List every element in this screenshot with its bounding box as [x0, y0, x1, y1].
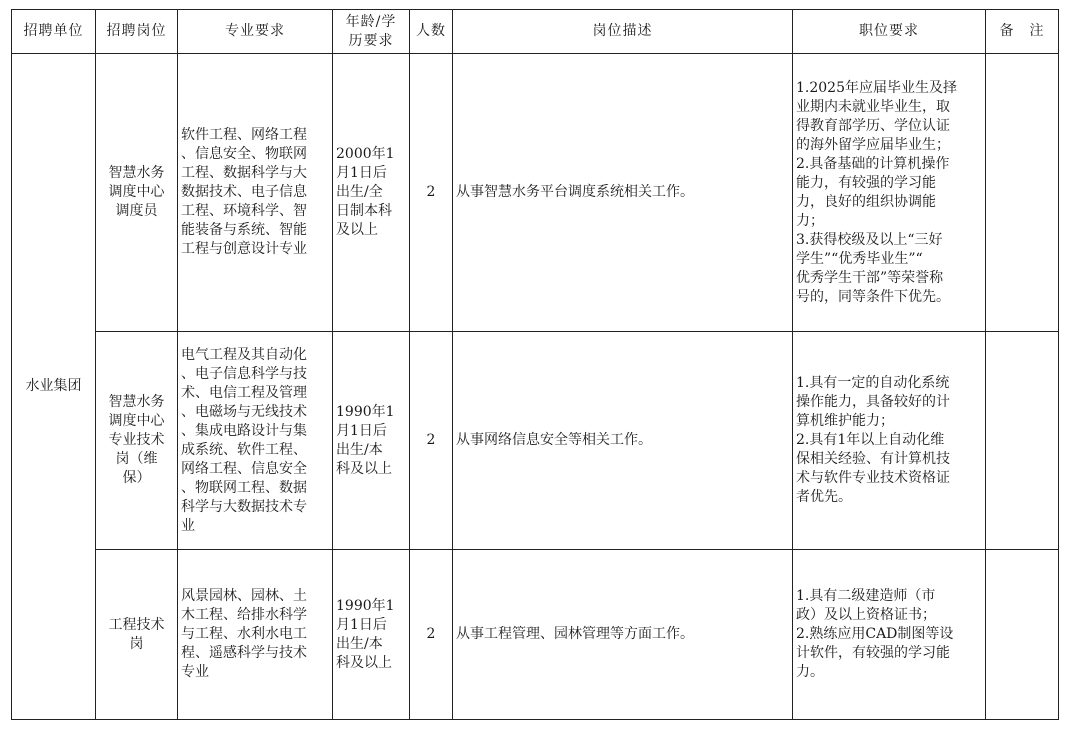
header-requirements: 职位要求	[793, 10, 986, 54]
major-cell: 风景园林、园林、土 木工程、给排水科学 与工程、水利水电工 程、遥感科学与技术 专业	[178, 550, 333, 720]
table-row	[12, 550, 1059, 720]
header-age-education: 年龄/学 历要求	[333, 10, 410, 54]
position-cell: 工程技术 岗	[96, 550, 178, 720]
header-unit: 招聘单位	[12, 10, 96, 54]
requirements-cell: 1.2025年应届毕业生及择 业期内未就业毕业生，取 得教育部学历、学位认证 的海外留学应届毕业生； 2.具备基础的计算机操作 能力，有较强的学习能 力，良好的组织协调能 力； 3.获得校级及以上“三好 学生”“优秀毕业生”“ 优秀学生干部”等荣誉称 号的，同等条件下优先。	[793, 54, 986, 332]
recruitment-table	[11, 9, 1059, 720]
major-cell: 电气工程及其自动化 、电子信息科学与技 术、电信工程及管理 、电磁场与无线技术 、集成电路设计与集 成系统、软件工程、 网络工程、信息安全 、物联网工程、数据 科学与大数据技术专 业	[178, 332, 333, 550]
age-education-cell: 2000年1 月1日后 出生/全 日制本科 及以上	[333, 54, 410, 332]
position-cell: 智慧水务 调度中心 专业技术 岗（维 保）	[96, 332, 178, 550]
count-cell: 2	[410, 550, 453, 720]
header-position: 招聘岗位	[96, 10, 178, 54]
age-education-cell: 1990年1 月1日后 出生/本 科及以上	[333, 550, 410, 720]
remark-cell	[986, 550, 1059, 720]
major-cell: 软件工程、网络工程 、信息安全、物联网 工程、数据科学与大 数据技术、电子信息 工程、环境科学、智 能装备与系统、智能 工程与创意设计专业	[178, 54, 333, 332]
description-cell: 从事智慧水务平台调度系统相关工作。	[453, 54, 793, 332]
table-row	[12, 332, 1059, 550]
requirements-cell: 1.具有一定的自动化系统 操作能力，具备较好的计 算机维护能力； 2.具有1年以上自动化维 保相关经验、有计算机技 术与软件专业技术资格证 者优先。	[793, 332, 986, 550]
count-cell: 2	[410, 54, 453, 332]
table-row	[12, 54, 1059, 332]
header-remark: 备 注	[986, 10, 1059, 54]
count-cell: 2	[410, 332, 453, 550]
header-row	[12, 10, 1059, 54]
header-count: 人数	[410, 10, 453, 54]
remark-cell	[986, 332, 1059, 550]
description-cell: 从事工程管理、园林管理等方面工作。	[453, 550, 793, 720]
unit-cell: 水业集团	[12, 54, 96, 720]
age-education-cell: 1990年1 月1日后 出生/本 科及以上	[333, 332, 410, 550]
header-description: 岗位描述	[453, 10, 793, 54]
remark-cell	[986, 54, 1059, 332]
requirements-cell: 1.具有二级建造师（市 政）及以上资格证书； 2.熟练应用CAD制图等设 计软件，有较强的学习能 力。	[793, 550, 986, 720]
position-cell: 智慧水务 调度中心 调度员	[96, 54, 178, 332]
description-cell: 从事网络信息安全等相关工作。	[453, 332, 793, 550]
header-major: 专业要求	[178, 10, 333, 54]
